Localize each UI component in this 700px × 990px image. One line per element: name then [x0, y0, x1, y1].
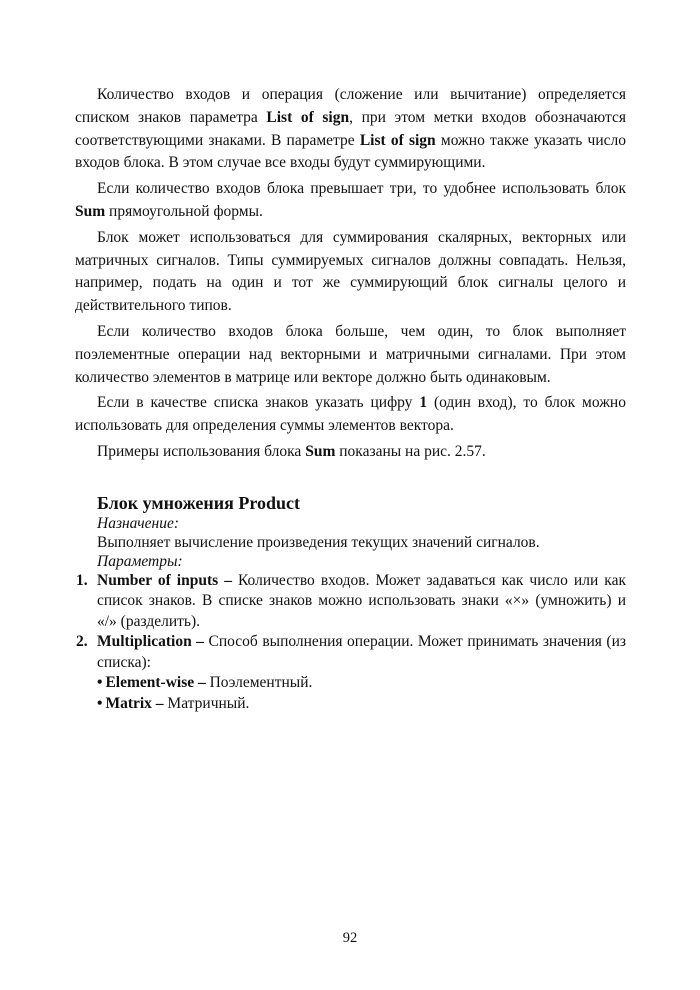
paragraph-signal-types: Блок может использоваться для суммирования скалярных, векторных или матричных сигналов. Типы суммируемых сигналов должны совпадать. Нельзя, например, подать на один и тот же суммирующий блок сигналы целого и действительного типов.	[75, 228, 626, 315]
purpose-label: Назначение:	[97, 514, 179, 532]
paragraph-elementwise: Если количество входов блока больше, чем один, то блок выполняет поэлементные операции над векторными и матричными сигналами. При этом количество элементов в матрице или векторе должно быть одинаковым.	[75, 322, 626, 386]
paragraph-sum-rectangular: Если количество входов блока превышает три, то удобнее использовать блок Sum прямоугольной формы.	[75, 180, 626, 220]
option-name: Matrix –	[105, 694, 164, 712]
option-element-wise	[97, 673, 626, 694]
option-name: Element-wise –	[105, 674, 206, 692]
purpose-text: Выполняет вычисление произведения текущих значений сигналов.	[97, 533, 540, 551]
section-title: Блок умножения Product	[97, 492, 301, 513]
param-multiplication	[75, 632, 626, 673]
option-matrix	[97, 694, 626, 715]
paragraph-vector-sum: Если в качестве списка знаков указать цифру 1 (один вход), то блок можно использовать для определения суммы элементов вектора.	[75, 394, 626, 435]
page-number: 92	[342, 930, 358, 946]
bullet-icon: •	[97, 694, 103, 712]
param-description: Количество входов. Может задаваться как число или как список знаков. В списке знаков можно использовать знаки «×» (умножить) и «/» (разделить).	[97, 571, 626, 630]
option-description: Поэлементный.	[205, 674, 313, 692]
param-description: Способ выполнения операции. Может принимать значения (из списка):	[97, 633, 626, 671]
option-description: Матричный.	[163, 694, 250, 712]
param-number-of-inputs	[75, 571, 626, 633]
param-number: 2.	[76, 633, 88, 651]
param-name: Number of inputs –	[97, 571, 232, 589]
paragraph-list-of-sign: Количество входов и операция (сложение или вычитание) определяется списком знаков параметра List of sign, при этом метки входов обозначаются соответствующими знаками. В параметре List of sign можно также указать число входов блока. В этом случае все входы будут суммирующими.	[75, 86, 627, 172]
bullet-icon: •	[97, 674, 103, 692]
parameters-label: Параметры:	[97, 552, 183, 570]
page-content	[75, 84, 626, 714]
paragraph-examples: Примеры использования блока Sum показаны на рис. 2.57.	[97, 442, 486, 460]
param-number: 1.	[76, 571, 88, 589]
param-name: Multiplication –	[97, 633, 204, 651]
